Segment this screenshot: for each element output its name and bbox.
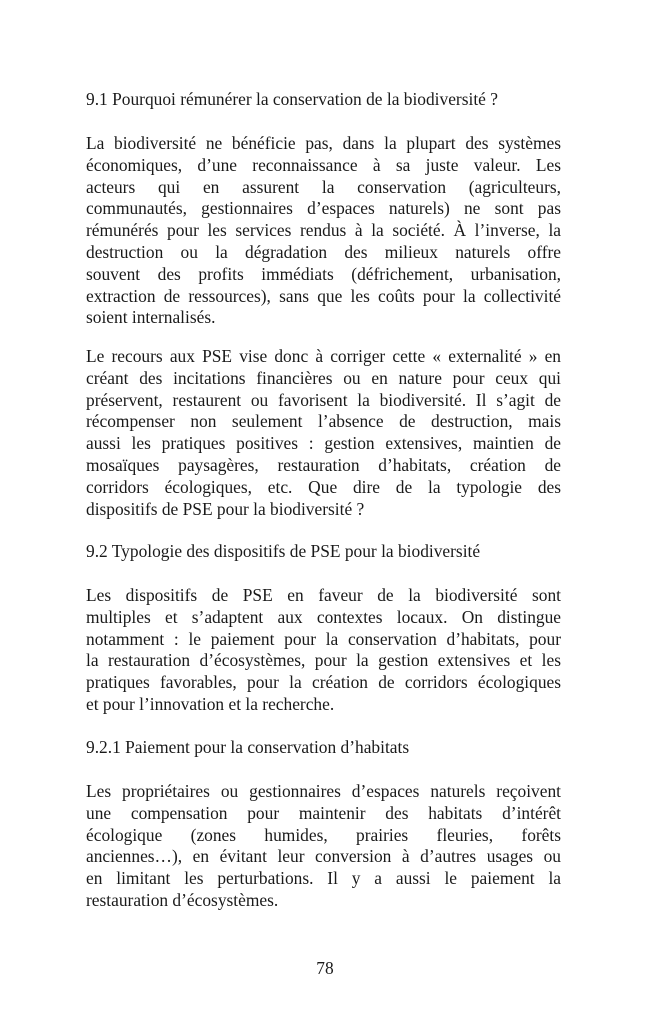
text-line: préservent, restaurent ou favorisent la biodiversité. Il s’agit de (86, 389, 561, 410)
heading-9-1: 9.1 Pourquoi rémunérer la conservation de la biodiversité ? (86, 89, 498, 109)
text-line: rémunérés pour les services rendus à la société. À l’inverse, la (86, 220, 561, 241)
text-line: récompenser non seulement l’absence de destruction, mais (86, 411, 561, 432)
page-number: 78 (316, 958, 334, 978)
text-line: la restauration d’écosystèmes, pour la gestion extensives et les (86, 650, 561, 671)
text-line: souvent des profits immédiats (défrichement, urbanisation, (86, 263, 561, 284)
heading-9-2: 9.2 Typologie des dispositifs de PSE pour la biodiversité (86, 541, 481, 561)
text-line: une compensation pour maintenir des habitats d’intérêt (86, 802, 561, 823)
heading-9-2-1: 9.2.1 Paiement pour la conservation d’habitats (86, 737, 410, 757)
text-line: Le recours aux PSE vise donc à corriger cette « externalité » en (86, 346, 561, 366)
text-line: écologique (zones humides, prairies fleuries, forêts (86, 824, 561, 845)
text-line: Les propriétaires ou gestionnaires d’espaces naturels reçoivent (86, 781, 561, 801)
text-line: soient internalisés. (86, 307, 216, 328)
text-line: mosaïques paysagères, restauration d’habitats, création de (86, 454, 561, 475)
text-line: notamment : le paiement pour la conservation d’habitats, pour (86, 628, 561, 649)
text-line: extraction de ressources), sans que les coûts pour la collectivité (86, 285, 561, 306)
text-line: pratiques favorables, pour la création de corridors écologiques (86, 672, 561, 693)
text-line: La biodiversité ne bénéficie pas, dans la plupart des systèmes (86, 133, 561, 153)
paragraph-pse-externality (86, 346, 561, 520)
text-line: multiples et s’adaptent aux contextes locaux. On distingue (86, 606, 561, 627)
text-line: et pour l’innovation et la recherche. (86, 693, 335, 714)
text-line: communautés, gestionnaires d’espaces naturels) ne sont pas (86, 198, 561, 219)
paragraph-pse-typology (86, 585, 561, 716)
text-line: anciennes…), en évitant leur conversion à d’autres usages ou (86, 846, 561, 867)
text-line: restauration d’écosystèmes. (86, 889, 279, 910)
text-line: corridors écologiques, etc. Que dire de la typologie des (86, 476, 561, 497)
text-line: dispositifs de PSE pour la biodiversité ? (86, 498, 365, 519)
paragraph-biodiversity-value (86, 133, 561, 329)
text-line: destruction ou la dégradation des milieux naturels offre (86, 241, 561, 262)
text-line: économiques, d’une reconnaissance à sa juste valeur. Les (86, 154, 561, 175)
text-line: acteurs qui en assurent la conservation (agriculteurs, (86, 176, 561, 197)
text-line: aussi les pratiques positives : gestion extensives, maintien de (86, 433, 561, 454)
paragraph-habitat-conservation (86, 781, 561, 912)
text-line: créant des incitations financières ou en nature pour ceux qui (86, 367, 561, 388)
text-line: en limitant les perturbations. Il y a aussi le paiement la (86, 868, 561, 889)
text-line: Les dispositifs de PSE en faveur de la biodiversité sont (86, 585, 561, 605)
